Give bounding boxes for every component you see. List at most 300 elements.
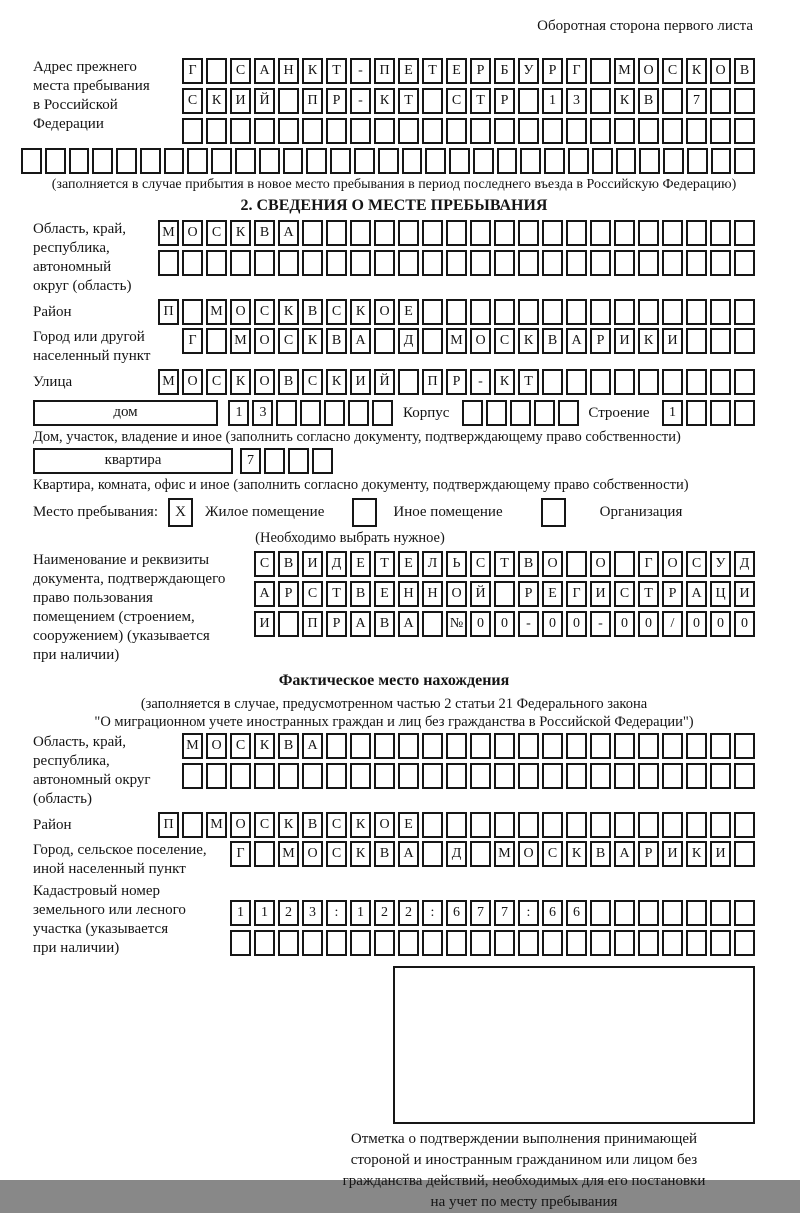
form-cell[interactable] [614, 733, 635, 759]
form-cell[interactable] [590, 118, 611, 144]
form-cell[interactable] [710, 328, 731, 354]
form-cell[interactable] [590, 763, 611, 789]
form-cell[interactable]: С [326, 841, 347, 867]
form-cell[interactable] [614, 930, 635, 956]
form-cell[interactable] [92, 148, 113, 174]
form-cell[interactable]: М [494, 841, 515, 867]
form-cell[interactable] [566, 551, 587, 577]
form-cell[interactable] [374, 118, 395, 144]
form-cell[interactable] [278, 763, 299, 789]
form-cell[interactable]: П [158, 812, 179, 838]
form-cell[interactable] [734, 812, 755, 838]
form-cell[interactable] [278, 88, 299, 114]
form-cell[interactable]: Т [326, 581, 347, 607]
form-cell[interactable]: С [230, 58, 251, 84]
form-cell[interactable] [374, 733, 395, 759]
form-cell[interactable]: К [518, 328, 539, 354]
form-cell[interactable]: 7 [494, 900, 515, 926]
form-cell[interactable]: С [254, 812, 275, 838]
form-cell[interactable]: И [590, 581, 611, 607]
form-cell[interactable] [734, 148, 755, 174]
form-cell[interactable]: О [182, 220, 203, 246]
form-cell[interactable] [734, 763, 755, 789]
form-cell[interactable] [254, 763, 275, 789]
form-cell[interactable]: В [278, 369, 299, 395]
form-cell[interactable]: Т [470, 88, 491, 114]
form-cell[interactable]: С [326, 812, 347, 838]
form-cell[interactable] [638, 118, 659, 144]
form-cell[interactable] [422, 250, 443, 276]
form-cell[interactable] [614, 118, 635, 144]
form-cell[interactable] [398, 118, 419, 144]
form-cell[interactable] [662, 118, 683, 144]
form-cell[interactable]: М [158, 220, 179, 246]
form-cell[interactable]: Р [662, 581, 683, 607]
form-cell[interactable] [259, 148, 280, 174]
form-cell[interactable]: О [518, 841, 539, 867]
form-cell[interactable] [734, 733, 755, 759]
form-cell[interactable]: М [278, 841, 299, 867]
form-cell[interactable] [422, 733, 443, 759]
form-cell[interactable]: К [566, 841, 587, 867]
form-cell[interactable]: В [302, 299, 323, 325]
form-cell[interactable]: М [206, 299, 227, 325]
form-cell[interactable]: № [446, 611, 467, 637]
form-cell[interactable]: О [710, 58, 731, 84]
form-cell[interactable]: 0 [686, 611, 707, 637]
form-cell[interactable] [206, 763, 227, 789]
form-cell[interactable]: Й [254, 88, 275, 114]
form-cell[interactable]: 3 [566, 88, 587, 114]
form-cell[interactable] [446, 220, 467, 246]
form-cell[interactable] [518, 763, 539, 789]
form-cell[interactable] [278, 611, 299, 637]
form-cell[interactable] [662, 299, 683, 325]
form-cell[interactable] [687, 148, 708, 174]
form-cell[interactable]: Д [326, 551, 347, 577]
form-cell[interactable] [206, 118, 227, 144]
form-cell[interactable]: С [302, 369, 323, 395]
form-cell[interactable] [374, 220, 395, 246]
form-cell[interactable]: К [374, 88, 395, 114]
form-cell[interactable] [230, 118, 251, 144]
form-cell[interactable] [164, 148, 185, 174]
form-cell[interactable]: П [302, 611, 323, 637]
form-cell[interactable]: Г [230, 841, 251, 867]
form-cell[interactable]: Р [494, 88, 515, 114]
form-cell[interactable] [326, 220, 347, 246]
form-cell[interactable]: А [398, 611, 419, 637]
form-cell[interactable] [350, 930, 371, 956]
form-cell[interactable] [462, 400, 483, 426]
form-cell[interactable] [470, 220, 491, 246]
form-cell[interactable]: Г [566, 581, 587, 607]
form-cell[interactable] [378, 148, 399, 174]
form-cell[interactable] [614, 763, 635, 789]
form-cell[interactable] [686, 369, 707, 395]
form-cell[interactable] [425, 148, 446, 174]
form-cell[interactable]: Т [374, 551, 395, 577]
form-cell[interactable] [710, 930, 731, 956]
form-cell[interactable]: Д [446, 841, 467, 867]
form-cell[interactable]: 1 [350, 900, 371, 926]
form-cell[interactable]: А [302, 733, 323, 759]
form-cell[interactable] [710, 812, 731, 838]
form-cell[interactable] [398, 930, 419, 956]
form-cell[interactable] [710, 88, 731, 114]
form-cell[interactable]: М [182, 733, 203, 759]
stay-type-checkbox-other-premises[interactable] [352, 498, 377, 527]
form-cell[interactable] [590, 930, 611, 956]
form-cell[interactable]: И [662, 841, 683, 867]
form-cell[interactable]: - [350, 58, 371, 84]
form-cell[interactable] [422, 118, 443, 144]
form-cell[interactable] [494, 250, 515, 276]
form-cell[interactable]: К [302, 58, 323, 84]
form-cell[interactable]: 3 [302, 900, 323, 926]
form-cell[interactable]: И [350, 369, 371, 395]
form-cell[interactable] [734, 900, 755, 926]
form-cell[interactable]: С [662, 58, 683, 84]
form-cell[interactable] [616, 148, 637, 174]
form-cell[interactable]: А [686, 581, 707, 607]
form-cell[interactable]: 0 [494, 611, 515, 637]
form-cell[interactable] [662, 930, 683, 956]
form-cell[interactable]: К [254, 733, 275, 759]
form-cell[interactable]: 6 [566, 900, 587, 926]
form-cell[interactable] [182, 299, 203, 325]
form-cell[interactable]: - [518, 611, 539, 637]
form-cell[interactable] [686, 250, 707, 276]
form-cell[interactable] [288, 448, 309, 474]
form-cell[interactable]: О [446, 581, 467, 607]
form-cell[interactable] [350, 763, 371, 789]
form-cell[interactable]: Е [374, 581, 395, 607]
form-cell[interactable] [614, 812, 635, 838]
form-cell[interactable] [662, 88, 683, 114]
form-cell[interactable] [264, 448, 285, 474]
form-cell[interactable] [446, 118, 467, 144]
form-cell[interactable]: О [230, 812, 251, 838]
form-cell[interactable]: И [230, 88, 251, 114]
form-cell[interactable] [614, 900, 635, 926]
form-cell[interactable] [374, 763, 395, 789]
form-cell[interactable]: 6 [446, 900, 467, 926]
form-cell[interactable] [662, 733, 683, 759]
form-cell[interactable] [276, 400, 297, 426]
form-cell[interactable]: В [518, 551, 539, 577]
form-cell[interactable] [230, 250, 251, 276]
form-cell[interactable] [300, 400, 321, 426]
form-cell[interactable] [710, 250, 731, 276]
form-cell[interactable] [158, 250, 179, 276]
form-cell[interactable] [494, 299, 515, 325]
form-cell[interactable] [446, 763, 467, 789]
form-cell[interactable] [710, 763, 731, 789]
form-cell[interactable] [494, 220, 515, 246]
form-cell[interactable] [254, 118, 275, 144]
form-cell[interactable]: А [398, 841, 419, 867]
form-cell[interactable] [662, 812, 683, 838]
form-cell[interactable]: П [422, 369, 443, 395]
form-cell[interactable]: 2 [278, 900, 299, 926]
form-cell[interactable] [446, 733, 467, 759]
form-cell[interactable]: Р [446, 369, 467, 395]
form-cell[interactable]: К [494, 369, 515, 395]
form-cell[interactable]: 7 [240, 448, 261, 474]
form-cell[interactable]: А [350, 328, 371, 354]
form-cell[interactable]: 0 [710, 611, 731, 637]
form-cell[interactable] [558, 400, 579, 426]
form-cell[interactable] [686, 118, 707, 144]
form-cell[interactable] [686, 812, 707, 838]
form-cell[interactable]: С [446, 88, 467, 114]
form-cell[interactable] [278, 118, 299, 144]
form-cell[interactable] [230, 930, 251, 956]
form-cell[interactable]: О [542, 551, 563, 577]
form-cell[interactable] [422, 220, 443, 246]
form-cell[interactable] [470, 118, 491, 144]
form-cell[interactable]: И [734, 581, 755, 607]
form-cell[interactable]: С [542, 841, 563, 867]
form-cell[interactable]: Е [398, 551, 419, 577]
form-cell[interactable] [326, 733, 347, 759]
form-cell[interactable] [590, 900, 611, 926]
form-cell[interactable]: О [230, 299, 251, 325]
form-cell[interactable]: С [326, 299, 347, 325]
form-cell[interactable] [638, 900, 659, 926]
form-cell[interactable]: - [350, 88, 371, 114]
form-cell[interactable]: О [374, 299, 395, 325]
form-cell[interactable]: Р [590, 328, 611, 354]
form-cell[interactable] [254, 250, 275, 276]
form-cell[interactable] [542, 812, 563, 838]
form-cell[interactable]: 0 [470, 611, 491, 637]
form-cell[interactable] [422, 611, 443, 637]
form-cell[interactable] [182, 118, 203, 144]
form-cell[interactable]: О [470, 328, 491, 354]
form-cell[interactable] [494, 763, 515, 789]
form-cell[interactable] [566, 299, 587, 325]
form-cell[interactable]: Д [398, 328, 419, 354]
form-cell[interactable]: С [182, 88, 203, 114]
form-cell[interactable]: К [206, 88, 227, 114]
form-cell[interactable] [710, 220, 731, 246]
form-cell[interactable] [662, 220, 683, 246]
form-cell[interactable]: 7 [686, 88, 707, 114]
form-cell[interactable] [510, 400, 531, 426]
form-cell[interactable] [372, 400, 393, 426]
form-cell[interactable]: С [278, 328, 299, 354]
form-cell[interactable] [710, 118, 731, 144]
form-cell[interactable]: Б [494, 58, 515, 84]
form-cell[interactable]: Г [182, 58, 203, 84]
form-cell[interactable]: 2 [374, 900, 395, 926]
form-cell[interactable] [686, 328, 707, 354]
form-cell[interactable]: В [542, 328, 563, 354]
form-cell[interactable]: И [302, 551, 323, 577]
form-cell[interactable] [470, 812, 491, 838]
form-cell[interactable]: : [326, 900, 347, 926]
form-cell[interactable]: Р [542, 58, 563, 84]
form-cell[interactable]: В [374, 841, 395, 867]
form-cell[interactable] [638, 250, 659, 276]
form-cell[interactable]: Е [398, 58, 419, 84]
form-cell[interactable] [590, 88, 611, 114]
form-cell[interactable]: С [302, 581, 323, 607]
form-cell[interactable]: 6 [542, 900, 563, 926]
form-cell[interactable] [710, 369, 731, 395]
form-cell[interactable]: А [614, 841, 635, 867]
form-cell[interactable] [446, 812, 467, 838]
form-cell[interactable]: Г [182, 328, 203, 354]
form-cell[interactable] [638, 763, 659, 789]
form-cell[interactable] [590, 369, 611, 395]
form-cell[interactable] [710, 733, 731, 759]
form-cell[interactable] [566, 733, 587, 759]
form-cell[interactable]: К [686, 841, 707, 867]
form-cell[interactable]: Г [638, 551, 659, 577]
form-cell[interactable] [590, 58, 611, 84]
form-cell[interactable] [211, 148, 232, 174]
form-cell[interactable] [662, 900, 683, 926]
form-cell[interactable] [662, 763, 683, 789]
form-cell[interactable]: С [254, 299, 275, 325]
form-cell[interactable]: М [614, 58, 635, 84]
form-cell[interactable] [734, 299, 755, 325]
form-cell[interactable]: 2 [398, 900, 419, 926]
form-cell[interactable] [638, 812, 659, 838]
form-cell[interactable] [518, 733, 539, 759]
form-cell[interactable] [398, 369, 419, 395]
form-cell[interactable] [302, 118, 323, 144]
form-cell[interactable] [350, 118, 371, 144]
form-cell[interactable] [518, 930, 539, 956]
form-cell[interactable] [182, 812, 203, 838]
form-cell[interactable] [449, 148, 470, 174]
form-cell[interactable] [422, 328, 443, 354]
form-cell[interactable]: Н [398, 581, 419, 607]
form-cell[interactable] [182, 250, 203, 276]
form-cell[interactable]: С [494, 328, 515, 354]
form-cell[interactable]: Й [374, 369, 395, 395]
form-cell[interactable]: У [710, 551, 731, 577]
form-cell[interactable]: В [374, 611, 395, 637]
form-cell[interactable] [566, 930, 587, 956]
form-cell[interactable]: О [254, 328, 275, 354]
form-cell[interactable]: В [326, 328, 347, 354]
form-cell[interactable] [734, 88, 755, 114]
form-cell[interactable]: О [590, 551, 611, 577]
form-cell[interactable] [686, 900, 707, 926]
form-cell[interactable] [326, 763, 347, 789]
form-cell[interactable] [348, 400, 369, 426]
form-cell[interactable] [470, 299, 491, 325]
form-cell[interactable] [422, 88, 443, 114]
form-cell[interactable] [278, 250, 299, 276]
form-cell[interactable] [518, 118, 539, 144]
form-cell[interactable] [542, 733, 563, 759]
form-cell[interactable] [663, 148, 684, 174]
form-cell[interactable] [302, 250, 323, 276]
form-cell[interactable]: 0 [542, 611, 563, 637]
form-cell[interactable] [69, 148, 90, 174]
form-cell[interactable] [254, 930, 275, 956]
form-cell[interactable] [446, 299, 467, 325]
form-cell[interactable] [639, 148, 660, 174]
form-cell[interactable]: С [254, 551, 275, 577]
form-cell[interactable]: Й [470, 581, 491, 607]
form-cell[interactable] [326, 250, 347, 276]
form-cell[interactable]: О [182, 369, 203, 395]
form-cell[interactable]: У [518, 58, 539, 84]
form-cell[interactable]: / [662, 611, 683, 637]
form-cell[interactable]: В [254, 220, 275, 246]
form-cell[interactable]: Л [422, 551, 443, 577]
form-cell[interactable] [590, 250, 611, 276]
form-cell[interactable]: П [374, 58, 395, 84]
form-cell[interactable] [326, 930, 347, 956]
form-cell[interactable] [324, 400, 345, 426]
form-cell[interactable]: И [614, 328, 635, 354]
form-cell[interactable]: О [662, 551, 683, 577]
form-cell[interactable] [520, 148, 541, 174]
form-cell[interactable]: 0 [638, 611, 659, 637]
form-cell[interactable] [235, 148, 256, 174]
form-cell[interactable] [422, 930, 443, 956]
form-cell[interactable]: М [206, 812, 227, 838]
form-cell[interactable]: А [254, 58, 275, 84]
form-cell[interactable] [330, 148, 351, 174]
form-cell[interactable]: Е [446, 58, 467, 84]
form-cell[interactable]: Г [566, 58, 587, 84]
form-cell[interactable] [710, 900, 731, 926]
form-cell[interactable]: Т [638, 581, 659, 607]
form-cell[interactable] [614, 250, 635, 276]
form-cell[interactable] [206, 328, 227, 354]
form-cell[interactable] [566, 369, 587, 395]
form-cell[interactable] [542, 930, 563, 956]
form-cell[interactable] [542, 220, 563, 246]
form-cell[interactable] [686, 733, 707, 759]
form-cell[interactable]: М [158, 369, 179, 395]
form-cell[interactable]: К [230, 220, 251, 246]
form-cell[interactable]: 7 [470, 900, 491, 926]
stay-type-checkbox-residential[interactable]: X [168, 498, 193, 527]
form-cell[interactable]: В [734, 58, 755, 84]
form-cell[interactable] [590, 733, 611, 759]
form-cell[interactable] [518, 299, 539, 325]
form-cell[interactable]: 0 [614, 611, 635, 637]
form-cell[interactable] [350, 250, 371, 276]
form-cell[interactable] [734, 250, 755, 276]
form-cell[interactable]: В [638, 88, 659, 114]
form-cell[interactable] [566, 763, 587, 789]
form-cell[interactable] [686, 220, 707, 246]
form-cell[interactable]: Н [422, 581, 443, 607]
form-cell[interactable]: 0 [734, 611, 755, 637]
form-cell[interactable] [422, 299, 443, 325]
form-cell[interactable] [592, 148, 613, 174]
form-cell[interactable]: Ь [446, 551, 467, 577]
form-cell[interactable]: К [278, 299, 299, 325]
form-cell[interactable]: Е [542, 581, 563, 607]
form-cell[interactable] [590, 220, 611, 246]
form-cell[interactable]: О [206, 733, 227, 759]
form-cell[interactable]: Ц [710, 581, 731, 607]
form-cell[interactable] [638, 220, 659, 246]
form-cell[interactable]: Р [326, 611, 347, 637]
